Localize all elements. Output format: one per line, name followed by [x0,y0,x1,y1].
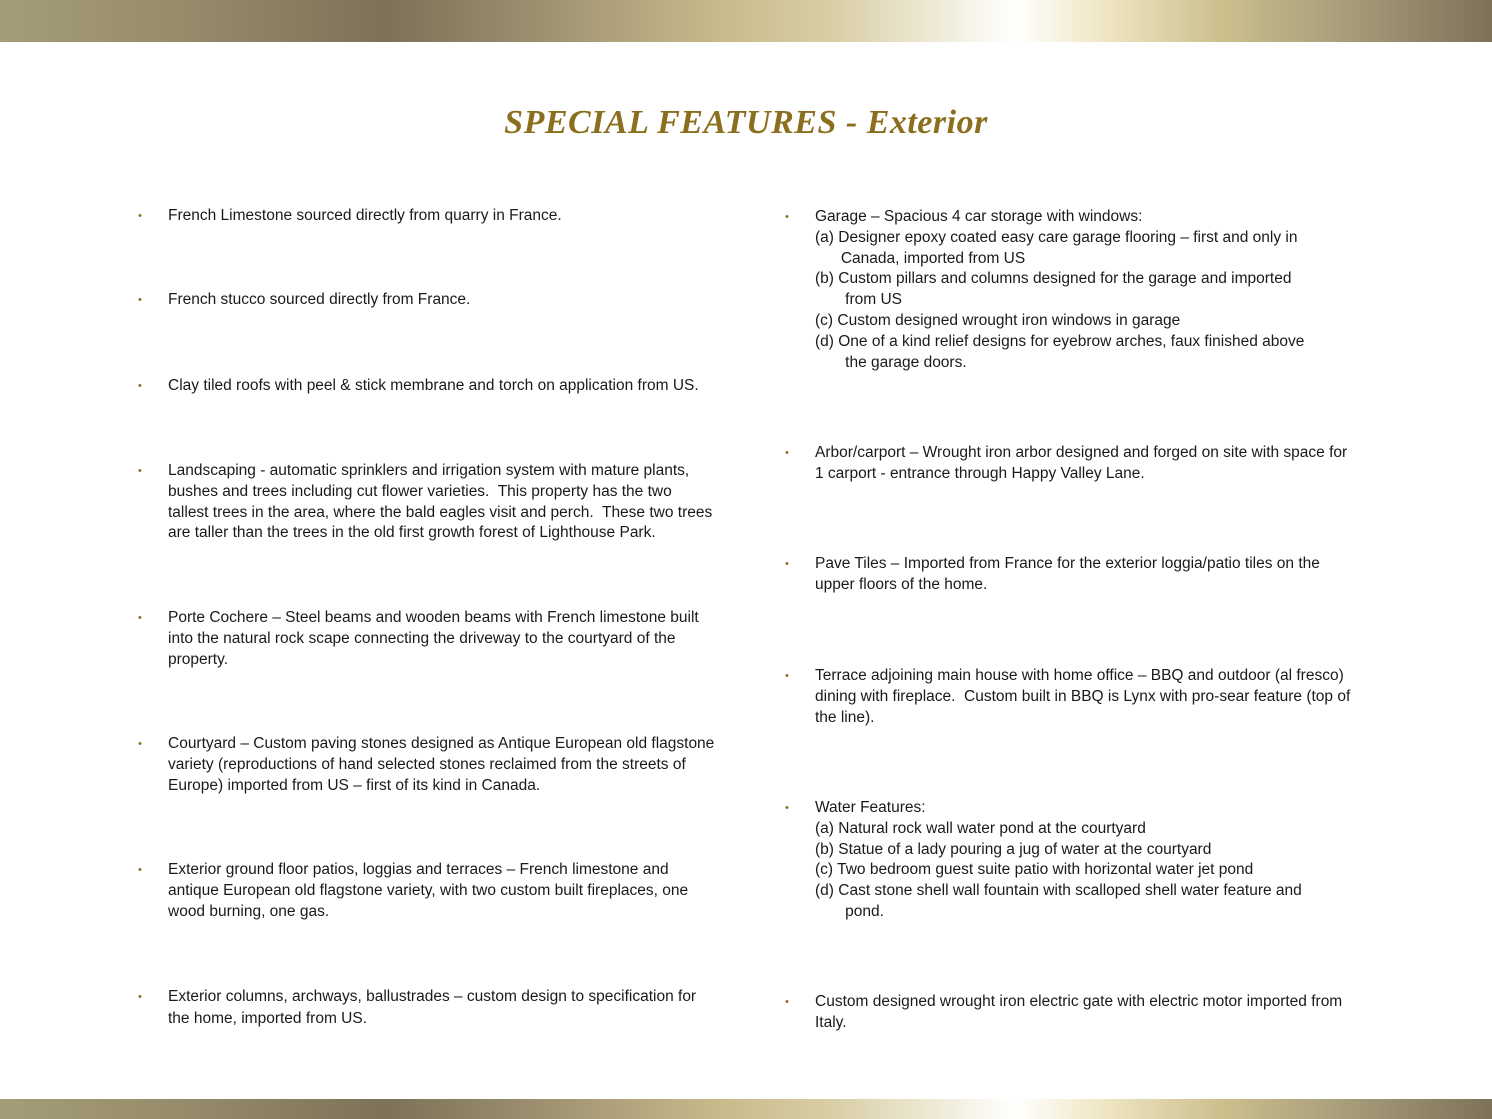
feature-text: French Limestone sourced directly from quarry in France. [168,207,562,224]
feature-text: Courtyard – Custom paving stones designed as Antique European old flagstone variety (reproductions of hand selected stones reclaimed from the streets of Europe) imported from US – first of its kind in Canada. [168,735,715,794]
feature-text: Landscaping - automatic sprinklers and irrigation system with mature plants, bushes and trees including cut flower varieties. This property has the two tallest trees in the area, where the bald eagles visit and perch. These two trees are taller than the trees in the old first growth forest of Lighthouse Park. [168,462,713,542]
bullet-icon: • [138,864,142,876]
top-decorative-band [0,0,1492,42]
feature-text: Terrace adjoining main house with home office – BBQ and outdoor (al fresco) dining with fireplace. Custom built in BBQ is Lynx with pro-sear feature (top of the line). [815,667,1351,726]
bullet-icon: • [138,380,142,392]
sub-item: (b) Statue of a lady pouring a jug of water at the courtyard [815,840,1212,858]
bullet-icon: • [785,558,789,570]
sub-item: (a) Designer epoxy coated easy care garage flooring – first and only in Canada, imported from US [815,228,1298,267]
bullet-icon: • [138,612,142,624]
feature-text: Clay tiled roofs with peel & stick membrane and torch on application from US. [168,377,699,394]
feature-text: Arbor/carport – Wrought iron arbor designed and forged on site with space for 1 carport - entrance through Happy Valley Lane. [815,444,1348,482]
feature-text: Exterior columns, archways, ballustrades – custom design to specification for the home, imported from US. [168,988,697,1027]
feature-text: Exterior ground floor patios, loggias and terraces – French limestone and antique European old flagstone variety, with two custom built fireplaces, one wood burning, one gas. [168,861,689,920]
sub-item: (c) Two bedroom guest suite patio with horizontal water jet pond [815,861,1254,879]
bullet-icon: • [785,670,789,682]
bullet-icon: • [138,294,142,306]
sub-item: (c) Custom designed wrought iron windows in garage [815,311,1181,329]
bullet-icon: • [138,991,142,1003]
sub-item: (d) Cast stone shell wall fountain with scalloped shell water feature and pond. [815,882,1302,920]
bullet-icon: • [785,802,789,814]
feature-text: Pave Tiles – Imported from France for the exterior loggia/patio tiles on the upper floors of the home. [815,555,1320,593]
feature-text: French stucco sourced directly from France. [168,291,471,308]
bullet-icon: • [785,211,789,223]
page-title: SPECIAL FEATURES - Exterior [504,104,988,141]
feature-text: Water Features: [815,799,926,816]
sub-item: (b) Custom pillars and columns designed for the garage and imported from US [815,270,1292,309]
bottom-decorative-band [0,1099,1492,1119]
feature-text: Porte Cochere – Steel beams and wooden beams with French limestone built into the natural rock scape connecting the driveway to the courtyard of the property. [168,609,699,668]
bullet-icon: • [138,738,142,750]
sub-item: (a) Natural rock wall water pond at the courtyard [815,819,1146,837]
bullet-icon: • [138,210,142,222]
sub-item: (d) One of a kind relief designs for eyebrow arches, faux finished above the garage doors. [815,332,1305,371]
bullet-icon: • [785,447,789,459]
bullet-icon: • [785,996,789,1008]
feature-text: Garage – Spacious 4 car storage with windows: [815,208,1143,225]
feature-text: Custom designed wrought iron electric gate with electric motor imported from Italy. [815,993,1343,1031]
bullet-icon: • [138,465,142,477]
